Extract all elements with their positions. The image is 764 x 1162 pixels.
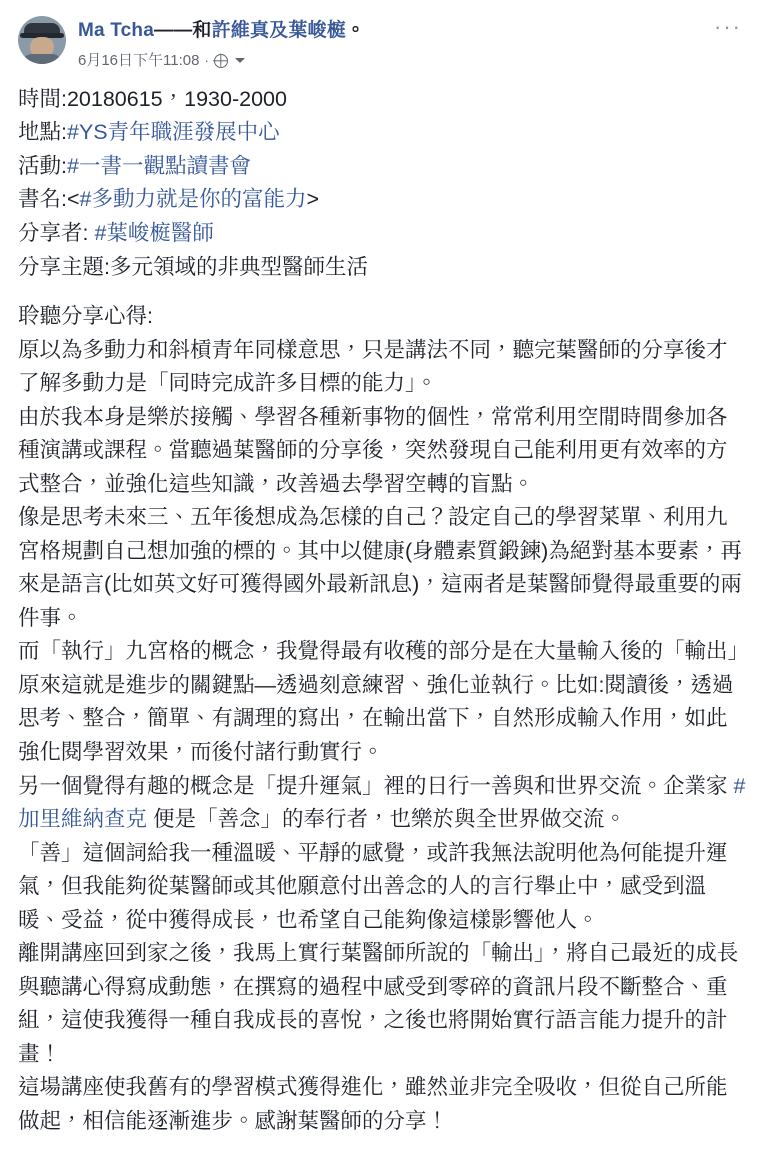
post-text: 便是「善念」的奉行者，也樂於與全世界做交流。: [147, 807, 626, 832]
post-paragraph: [18, 83, 746, 117]
post-paragraph: [18, 501, 746, 635]
post-text: 活動:: [18, 153, 67, 178]
post-paragraph: [18, 217, 746, 251]
post-text: 由於我本身是樂於接觸、學習各種新事物的個性，常常利用空閒時間參加各種演講或課程。當聽過葉醫師的分享後，突然發現自己能利用更有效率的方式整合，並強化這些知識，改善過去學習空轉的盲點。: [18, 404, 728, 496]
hashtag-link[interactable]: #加里維納查克: [18, 773, 746, 832]
post-paragraph: [18, 1071, 746, 1138]
avatar[interactable]: [18, 16, 66, 64]
avatar-body-shape: [22, 54, 62, 64]
post-paragraph: [18, 183, 746, 217]
author-name[interactable]: Ma Tcha: [78, 20, 155, 41]
post-text: 分享者:: [18, 221, 95, 246]
post-text: 離開講座回到家之後，我馬上實行葉醫師所說的「輸出」，將自己最近的成長與聽講心得寫成動態，在撰寫的過程中感受到零碎的資訊片段不斷整合、重組，這使我獲得一種自我成長的喜悅，之後也將開始實行語言能力提升的計畫！: [18, 941, 739, 1066]
post-timestamp[interactable]: 6月16日下午11:08: [78, 51, 200, 69]
chevron-down-icon[interactable]: [235, 58, 245, 63]
post-text: 時間:20180615，1930-2000: [18, 86, 287, 111]
post-header: [0, 0, 764, 77]
byline-separator: ——: [154, 20, 193, 41]
paragraph-spacer: [18, 284, 746, 300]
post-text: 書名:<: [18, 187, 80, 212]
post-paragraph: [18, 116, 746, 150]
post-text: 而「執行」九宮格的概念，我覺得最有收穫的部分是在大量輸入後的「輸出」原來這就是進步的關鍵點—透過刻意練習、強化並執行。比如:閱讀後，透過思考、整合，簡單、有調理的寫出，在輸出當下，自然形成輸入作用，如此強化閱學習效果，而後付諸行動實行。: [18, 639, 739, 764]
post-paragraph: [18, 300, 746, 334]
post-body: [0, 77, 764, 1162]
post-paragraph: [18, 251, 746, 285]
hashtag-link[interactable]: #YS青年職涯發展中心: [66, 120, 280, 145]
post-text: 「善」這個詞給我一種溫暖、平靜的感覺，或許我無法說明他為何能提升運氣，但我能夠從葉醫師或其他願意付出善念的人的言行舉止中，感受到溫暖、受益，從中獲得成長，也希望自己能夠像這樣影響他人。: [18, 840, 728, 932]
post-text: 分享主題:多元領域的非典型醫師生活: [18, 254, 368, 279]
post-paragraph: [18, 334, 746, 401]
hashtag-link[interactable]: #一書一觀點讀書會: [66, 153, 251, 178]
post-paragraph: [18, 401, 746, 502]
post-text: >: [306, 187, 320, 212]
post-meta: [78, 51, 365, 71]
post-paragraph: [18, 937, 746, 1071]
post-text: 這場講座使我舊有的學習模式獲得進化，雖然並非完全吸收，但從自己所能做起，相信能逐漸進步。感謝葉醫師的分享！: [18, 1075, 728, 1133]
globe-icon[interactable]: [214, 54, 228, 68]
post-text: 像是思考未來三、五年後想成為怎樣的自己？設定自己的學習菜單、利用九宮格規劃自己想加強的標的。其中以健康(身體素質鍛鍊)為絕對基本要素，再來是語言(比如英文好可獲得國外最新訊息)，這兩者是葉醫師覺得最重要的兩件事。: [18, 505, 742, 630]
meta-dot: ·: [204, 52, 209, 68]
post-paragraph: [18, 635, 746, 769]
post-text: 原以為多動力和斜槓青年同樣意思，只是講法不同，聽完葉醫師的分享後才了解多動力是「同時完成許多目標的能力」。: [18, 337, 728, 396]
more-options-button[interactable]: ···: [714, 14, 742, 39]
post-paragraph: [18, 837, 746, 938]
tagged-prefix: 和: [192, 20, 212, 41]
post-text: 地點:: [18, 120, 67, 145]
post-paragraph: [18, 770, 746, 837]
post-byline: [78, 18, 365, 44]
tagged-people[interactable]: 許維真及葉峻榳: [211, 20, 347, 41]
hashtag-link[interactable]: #葉峻榳醫師: [94, 221, 214, 246]
byline-tail: 。: [346, 20, 366, 41]
post-text: 另一個覺得有趣的概念是「提升運氣」裡的日行一善與和世界交流。企業家: [18, 773, 734, 798]
post-header-text: [78, 16, 365, 71]
post-text: 聆聽分享心得:: [18, 304, 153, 329]
post-paragraph: [18, 150, 746, 184]
hashtag-link[interactable]: #多動力就是你的富能力: [79, 187, 307, 212]
